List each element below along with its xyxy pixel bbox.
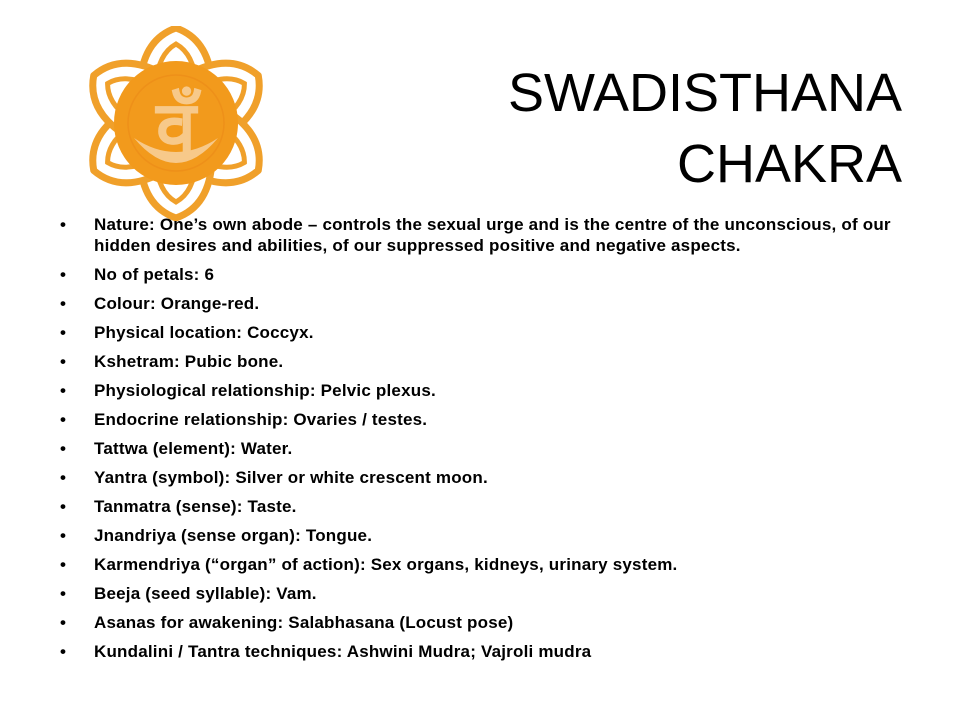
bullet-text: Endocrine relationship: Ovaries / testes. bbox=[94, 410, 428, 429]
bullet-text: Tattwa (element): Water. bbox=[94, 439, 293, 458]
bullet-marker-icon: • bbox=[60, 497, 67, 516]
vam-glyph: वँ bbox=[155, 85, 197, 169]
bullet-marker-icon: • bbox=[60, 352, 67, 371]
bullet-text: Tanmatra (sense): Taste. bbox=[94, 497, 297, 516]
bullet-item bbox=[60, 322, 920, 343]
bullet-item bbox=[60, 496, 920, 517]
bullet-item bbox=[60, 467, 920, 488]
bullet-marker-icon: • bbox=[60, 468, 67, 487]
bullet-item bbox=[60, 438, 920, 459]
bullet-item bbox=[60, 293, 920, 314]
bullet-item bbox=[60, 264, 920, 285]
bullet-marker-icon: • bbox=[60, 526, 67, 545]
bullet-text: Kshetram: Pubic bone. bbox=[94, 352, 284, 371]
bullet-list bbox=[60, 214, 920, 670]
bullet-item bbox=[60, 612, 920, 633]
bullet-item bbox=[60, 351, 920, 372]
bullet-text: Nature: One’s own abode – controls the sexual urge and is the centre of the unconscious, of our hidden desires and abilities, of our suppressed positive and negative aspects. bbox=[94, 215, 891, 255]
bullet-text: Karmendriya (“organ” of action): Sex organs, kidneys, urinary system. bbox=[94, 555, 678, 574]
bullet-text: Asanas for awakening: Salabhasana (Locust pose) bbox=[94, 613, 514, 632]
bullet-marker-icon: • bbox=[60, 265, 67, 284]
bullet-item bbox=[60, 554, 920, 575]
bullet-text: No of petals: 6 bbox=[94, 265, 215, 284]
bullet-item bbox=[60, 380, 920, 401]
bullet-marker-icon: • bbox=[60, 439, 67, 458]
bullet-text: Yantra (symbol): Silver or white crescent moon. bbox=[94, 468, 488, 487]
slide-title-line-2: CHAKRA bbox=[676, 134, 902, 194]
swadhisthana-chakra-icon bbox=[76, 26, 276, 226]
slide-title-line-1: SWADISTHANA bbox=[507, 63, 902, 123]
bullet-marker-icon: • bbox=[60, 642, 67, 661]
bullet-item bbox=[60, 583, 920, 604]
bullet-marker-icon: • bbox=[60, 323, 67, 342]
bullet-marker-icon: • bbox=[60, 381, 67, 400]
bullet-text: Jnandriya (sense organ): Tongue. bbox=[94, 526, 373, 545]
bullet-marker-icon: • bbox=[60, 584, 67, 603]
bullet-marker-icon: • bbox=[60, 215, 67, 234]
bullet-marker-icon: • bbox=[60, 410, 67, 429]
bullet-text: Physical location: Coccyx. bbox=[94, 323, 314, 342]
bullet-text: Colour: Orange-red. bbox=[94, 294, 260, 313]
bullet-text: Physiological relationship: Pelvic plexus. bbox=[94, 381, 436, 400]
bullet-item bbox=[60, 641, 920, 662]
bullet-item bbox=[60, 214, 920, 256]
bullet-item bbox=[60, 525, 920, 546]
bullet-marker-icon: • bbox=[60, 555, 67, 574]
bullet-text: Kundalini / Tantra techniques: Ashwini Mudra; Vajroli mudra bbox=[94, 642, 592, 661]
bullet-marker-icon: • bbox=[60, 613, 67, 632]
bullet-text: Beeja (seed syllable): Vam. bbox=[94, 584, 317, 603]
bullet-item bbox=[60, 409, 920, 430]
bullet-marker-icon: • bbox=[60, 294, 67, 313]
